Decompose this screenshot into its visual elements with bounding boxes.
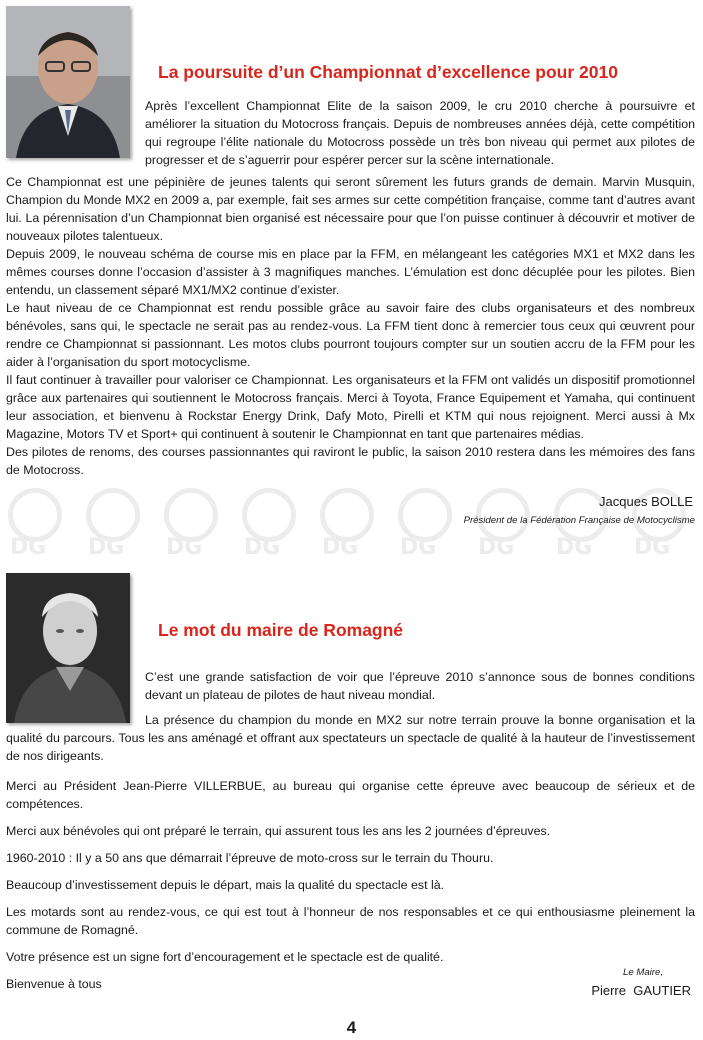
body-paragraph: Beaucoup d’investissement depuis le départ, mais la qualité du spectacle est là.	[6, 878, 445, 892]
body-paragraph: Le haut niveau de ce Championnat est rendu possible grâce au savoir faire des clubs organisateurs et des nombreux bénévoles, sans qui, le spectacle ne serait pas au rendez-vous. La FFM tient donc à remercier tous ceux qui œuvrent pour rendre ce Championnat si passionnant. Les motos clubs pourront toujours compter sur un soutien accru de la FFM pour les aider à l’organisation du sport motocyclisme.	[6, 301, 695, 369]
signature-title: Le Maire,	[623, 967, 663, 978]
signature-name: Pierre GAUTIER	[591, 983, 691, 998]
watermark-logo: DG	[392, 488, 464, 560]
intro-paragraph: Après l’excellent Championnat Elite de la saison 2009, le cru 2010 cherche à poursuivre et améliorer la situation du Motocross français. Depuis de nombreuses années déjà, cette compétition qui regroupe l’élite nationale du Motocross possède un très bon niveau qui permet aux pilotes de progresser et de s’aguerrir pour espérer percer sur la scène internationale.	[145, 99, 695, 167]
portrait-photo-jacques-bolle	[6, 6, 130, 158]
watermark-logo: DG	[548, 488, 620, 560]
watermark-logo: DG	[626, 488, 698, 560]
body-paragraph: Des pilotes de renoms, des courses passionnantes qui raviront le public, la saison 2010 restera dans les mémoires des fans de Motocross.	[6, 445, 695, 477]
watermark-logo: DG	[158, 488, 230, 560]
watermark-logo: DG	[470, 488, 542, 560]
portrait-image	[6, 573, 130, 723]
portrait-photo-pierre-gautier	[6, 573, 130, 723]
body-paragraph: Votre présence est un signe fort d’encouragement et le spectacle est de qualité.	[6, 950, 444, 964]
portrait-image	[6, 6, 130, 158]
article-body	[6, 711, 695, 993]
signature-name: Jacques BOLLE	[599, 494, 693, 509]
watermark-logo: DG	[314, 488, 386, 560]
section-heading: Le mot du maire de Romagné	[158, 620, 404, 640]
watermark-logo: DG	[236, 488, 308, 560]
watermark-logo: DG	[2, 488, 74, 560]
body-paragraph: Merci au Président Jean-Pierre VILLERBUE, au bureau qui organise cette épreuve avec beaucoup de sérieux et de compétences.	[6, 779, 695, 811]
body-paragraph: Les motards sont au rendez-vous, ce qui est tout à l’honneur de nos responsables et ce qui enthousiasme pleinement la commune de Romagné.	[6, 905, 695, 937]
page-number: 4	[346, 1018, 357, 1037]
intro-paragraph: C’est une grande satisfaction de voir que l’épreuve 2010 s’annonce sous de bonnes conditions devant un plateau de pilotes de haut niveau mondial.	[145, 670, 695, 702]
body-paragraph: Il faut continuer à travailler pour valoriser ce Championnat. Les organisateurs et la FFM ont validés un dispositif promotionnel grâce aux partenaires qui soutiennent le Motocross français. Merci à Toyota, France Equipement et Yamaha, qui continuent leur association, et bienvenu à Rockstar Energy Drink, Dafy Moto, Pirelli et KTM qui nous rejoignent. Merci aussi à Mx Magazine, Motors TV et Sport+ qui continuent à soutenir le Championnat en tant que partenaires médias.	[6, 373, 695, 441]
article-body	[6, 173, 695, 479]
signature-title: Président de la Fédération Française de Motocyclisme	[463, 515, 695, 526]
body-paragraph: Merci aux bénévoles qui ont préparé le terrain, qui assurent tous les ans les 2 journées d’épreuves.	[6, 824, 551, 838]
watermark-logo: DG	[80, 488, 152, 560]
section-heading: La poursuite d’un Championnat d’excellence pour 2010	[158, 62, 618, 82]
body-paragraph: La présence du champion du monde en MX2 sur notre terrain prouve la bonne organisation et la qualité du parcours. Tous les ans aménagé et offrant aux spectateurs un spectacle de qualité à la hauteur de l’investissement de nos dirigeants.	[6, 713, 695, 763]
body-paragraph: Ce Championnat est une pépinière de jeunes talents qui seront sûrement les futurs grands de demain. Marvin Musquin, Champion du Monde MX2 en 2009 a, par exemple, fait ses armes sur cette compétition française, comme tant d’autres avant lui. La pérennisation d’un Championnat bien organisé est nécessaire pour que l’on puisse continuer à découvrir et motiver de nouveaux pilotes talentueux.	[6, 175, 695, 243]
body-paragraph: 1960-2010 : Il y a 50 ans que démarrait l’épreuve de moto-cross sur le terrain du Thouru.	[6, 851, 494, 865]
body-paragraph: Bienvenue à tous	[6, 977, 102, 991]
body-paragraph: Depuis 2009, le nouveau schéma de course mis en place par la FFM, en mélangeant les catégories MX1 et MX2 dans les mêmes courses donne l’occasion d’assister à 3 magnifiques manches. L’émulation est donc décuplée pour les pilotes. Bien entendu, un classement séparé MX1/MX2 continue d’exister.	[6, 247, 695, 297]
